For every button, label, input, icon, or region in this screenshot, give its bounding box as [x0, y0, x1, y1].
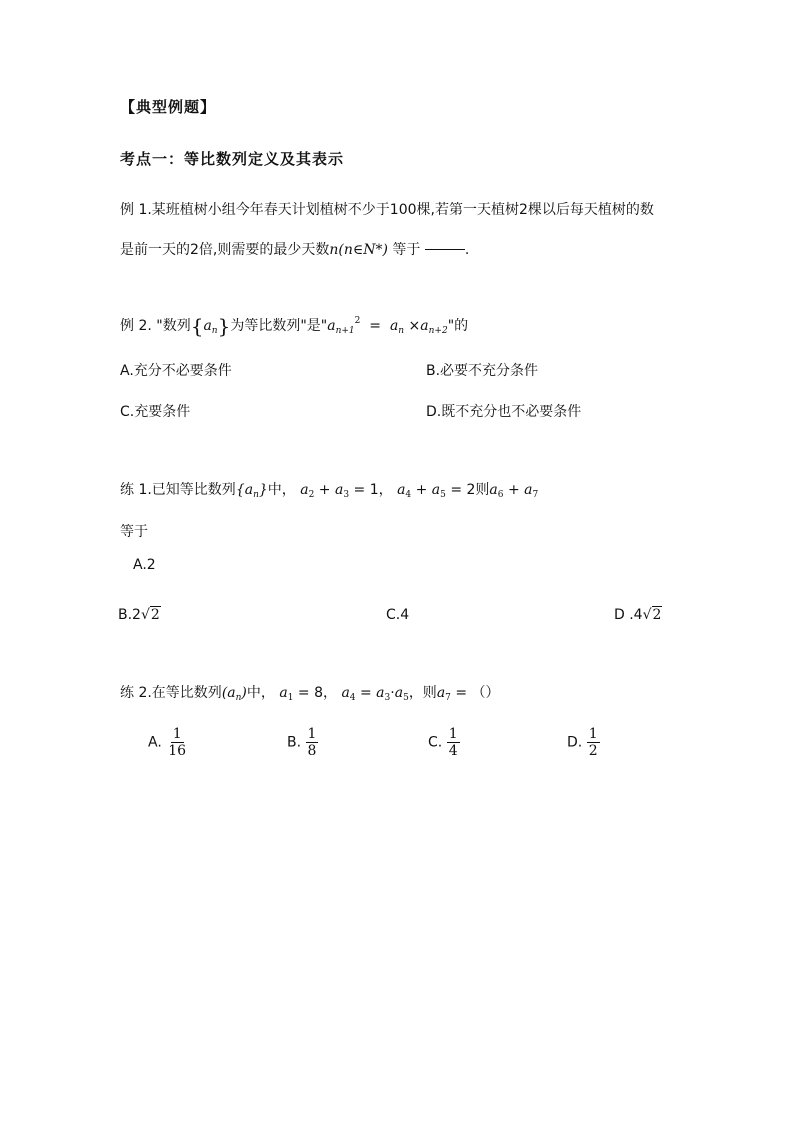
fraction: $\frac{1}{2}$: [588, 726, 598, 759]
practice-2-option-b: [287, 726, 318, 759]
example-1-tail: 等于: [392, 242, 421, 258]
practice-1-option-b-label: B.2: [118, 607, 141, 623]
example-1-math: n(n∈N*): [329, 242, 388, 258]
topic-heading: 考点一：等比数列定义及其表示: [120, 150, 345, 168]
example-1-line-2: [120, 239, 469, 259]
practice-2-tail: = （）: [455, 685, 500, 701]
section-title: 【典型例题】: [120, 98, 217, 116]
example-2-option-a: A.充分不必要条件: [120, 363, 232, 379]
practice-2-then: ，则: [408, 685, 437, 701]
practice-2-mid: 中，: [246, 685, 275, 701]
example-1-end: .: [464, 242, 470, 258]
practice-1-line-2: 等于: [120, 524, 148, 540]
practice-2-question: 练 2.在等比数列$(a_n)$中， $a_1 = 8$， $a_4 = a_3\cdot a_5$，则$a_7$ = （）: [120, 685, 500, 703]
example-2-times: ×: [408, 318, 421, 334]
practice-1-option-a: A.2: [133, 557, 156, 573]
example-2-option-c: C.充要条件: [120, 404, 191, 420]
option-label: A.: [148, 734, 162, 751]
example-1-text: 是前一天的2倍,则需要的最少天数: [120, 242, 330, 258]
practice-1-question: 练 1.已知等比数列$\{a_n\}$中， $a_2 + a_3 = 1$， $a_4 + a_5 = 2$则$a_6 + a_7$: [120, 482, 539, 500]
practice-1-eq1: = 1: [353, 482, 379, 498]
practice-2-eq2: =: [359, 685, 372, 701]
practice-2-dot: ·: [390, 685, 395, 701]
practice-1-option-d: [614, 607, 662, 623]
practice-2-option-a: [148, 726, 188, 759]
example-2-option-d: D.既不充分也不必要条件: [426, 404, 582, 420]
example-2-suffix: "的: [447, 318, 469, 334]
practice-2-comma: ，: [322, 685, 337, 701]
option-label: B.: [287, 734, 302, 751]
practice-1-then: 则: [475, 482, 490, 498]
practice-2-eq1: = 8: [297, 685, 323, 701]
practice-1-option-d-label: D .4: [614, 607, 643, 623]
option-label: D.: [567, 734, 583, 751]
practice-2-option-c: [428, 726, 460, 759]
example-2-prefix: 例 2. "数列: [120, 318, 191, 334]
practice-1-option-c: C.4: [386, 607, 410, 623]
fraction: $\frac{1}{8}$: [307, 726, 317, 759]
example-2-eq: =: [369, 318, 382, 334]
sqrt-symbol: √2: [140, 607, 160, 623]
answer-blank: [425, 249, 465, 250]
example-2-mid: 为等比数列"是": [230, 318, 328, 334]
fraction: $\frac{1}{16}$: [168, 726, 187, 759]
practice-2-option-d: [567, 726, 600, 759]
practice-1-eq2: = 2: [450, 482, 476, 498]
example-2-option-b: B.必要不充分条件: [426, 363, 539, 379]
practice-1-comma: ，: [378, 482, 393, 498]
sqrt-symbol: √2: [642, 607, 662, 623]
example-2-question: 例 2. "数列$\{a_n\}$为等比数列"是"$a_{n+1}^2 = a_n \times a_{n+2}$"的: [120, 314, 469, 338]
fraction: $\frac{1}{4}$: [448, 726, 458, 759]
option-label: C.: [428, 734, 443, 751]
practice-2-prefix: 练 2.在等比数列: [120, 685, 222, 701]
example-1-line-1: 例 1.某班植树小组今年春天计划植树不少于100棵,若第一天植树2棵以后每天植树的数: [120, 202, 654, 218]
practice-1-option-b: [118, 607, 161, 623]
practice-1-mid: 中，: [267, 482, 296, 498]
practice-1-prefix: 练 1.已知等比数列: [120, 482, 236, 498]
